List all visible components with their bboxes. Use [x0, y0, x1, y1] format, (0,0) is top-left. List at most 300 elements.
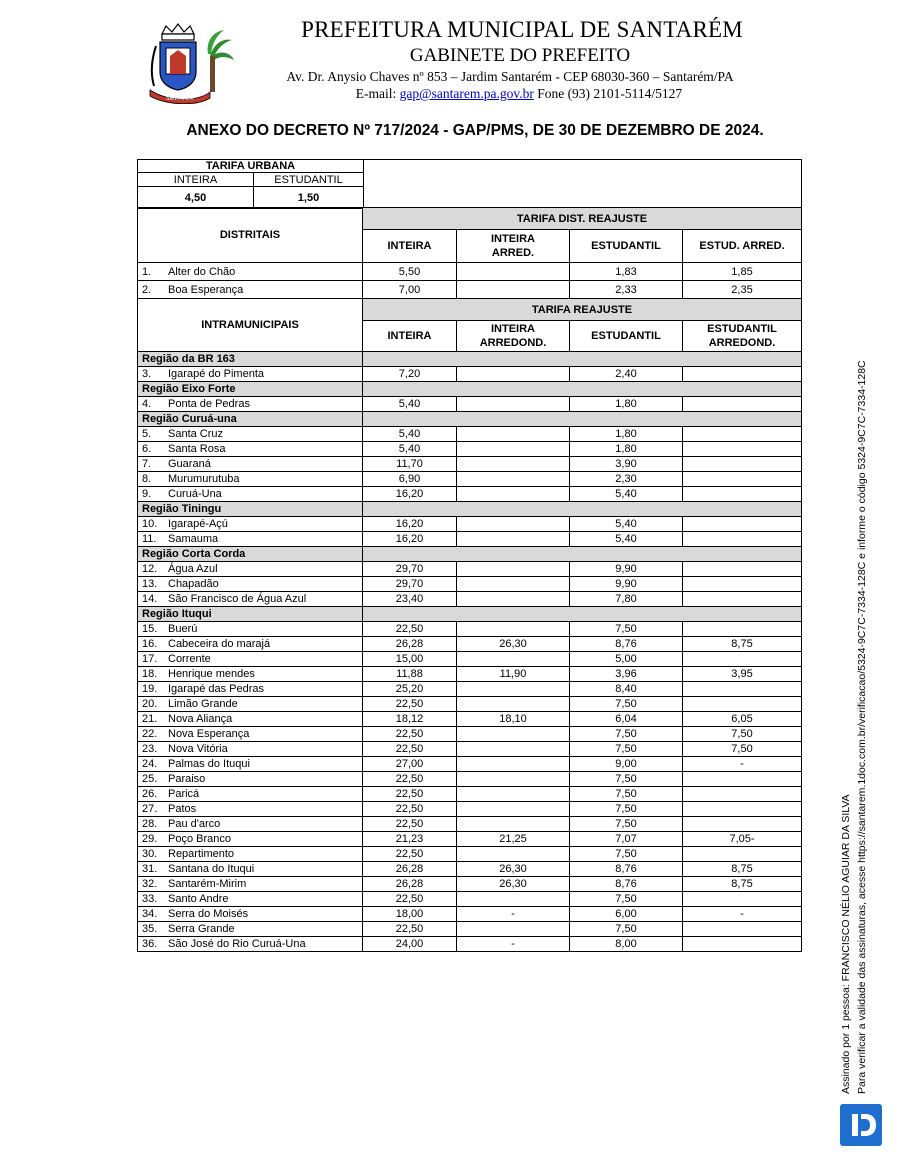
table-row: [138, 832, 802, 847]
fare-estud-arred: [683, 682, 802, 697]
region-row-fill: [363, 607, 802, 622]
fare-inteira-arred: -: [457, 937, 570, 952]
locality-name: Nova Aliança: [168, 713, 233, 725]
fare-inteira-arred: [457, 802, 570, 817]
urban-fare-table: [137, 159, 802, 209]
fare-inteira: 11,70: [363, 457, 457, 472]
region-row: [138, 352, 802, 367]
region-name: Região Curuá-una: [138, 412, 363, 427]
table-row: [138, 592, 802, 607]
fare-inteira: 6,90: [363, 472, 457, 487]
fare-estudantil: 7,50: [570, 697, 683, 712]
locality-cell: [138, 787, 363, 802]
locality-cell: [138, 397, 363, 412]
fare-estudantil: 5,40: [570, 487, 683, 502]
region-row-fill: [363, 547, 802, 562]
fare-inteira-arred: [457, 532, 570, 547]
table-row: [138, 367, 802, 382]
row-number: 29.: [142, 833, 158, 845]
locality-cell: [138, 562, 363, 577]
locality-cell: [138, 682, 363, 697]
row-number: 36.: [142, 938, 158, 950]
fare-estudantil: 7,50: [570, 802, 683, 817]
table-row: [138, 532, 802, 547]
table-row: [138, 937, 802, 952]
fare-estudantil: 2,40: [570, 367, 683, 382]
locality-name: Nova Vitória: [168, 743, 228, 755]
fare-inteira: 27,00: [363, 757, 457, 772]
urban-val-estudantil: 1,50: [254, 187, 364, 209]
fare-inteira-arred: [457, 397, 570, 412]
locality-cell: [138, 667, 363, 682]
urban-fare-blank: [364, 160, 802, 209]
row-number: 19.: [142, 683, 158, 695]
fare-estud-arred: [683, 787, 802, 802]
fare-estud-arred: [683, 817, 802, 832]
fare-inteira-arred: [457, 472, 570, 487]
row-number: 28.: [142, 818, 158, 830]
fare-inteira-arred: 18,10: [457, 712, 570, 727]
fare-inteira-arred: [457, 652, 570, 667]
fare-inteira-arred: [457, 892, 570, 907]
region-row: [138, 412, 802, 427]
email-label: E-mail:: [355, 86, 400, 101]
municipal-crest-logo: [148, 20, 234, 104]
fare-estud-arred: [683, 922, 802, 937]
fare-estudantil: 7,07: [570, 832, 683, 847]
fare-estud-arred: 1,85: [683, 263, 802, 281]
fare-inteira: 22,50: [363, 892, 457, 907]
table-row: [138, 652, 802, 667]
region-row: [138, 547, 802, 562]
fare-inteira-arred: -: [457, 907, 570, 922]
fare-estudantil: 2,33: [570, 281, 683, 299]
locality-cell: [138, 442, 363, 457]
fare-estud-arred: [683, 517, 802, 532]
fare-inteira: 22,50: [363, 817, 457, 832]
locality-name: Guaraná: [168, 458, 211, 470]
row-number: 6.: [142, 443, 152, 455]
distritais-group-header: TARIFA DIST. REAJUSTE: [363, 208, 802, 230]
fare-estudantil: 8,40: [570, 682, 683, 697]
fare-inteira: 18,12: [363, 712, 457, 727]
distritais-label: DISTRITAIS: [138, 208, 363, 263]
intra-h-inteira: INTEIRA: [363, 321, 457, 352]
row-number: 2.: [142, 283, 152, 296]
fare-inteira: 5,40: [363, 397, 457, 412]
table-row: [138, 727, 802, 742]
1doc-logo-icon: [840, 1104, 882, 1146]
region-row: [138, 382, 802, 397]
table-row: [138, 787, 802, 802]
fare-inteira: 22,50: [363, 787, 457, 802]
row-number: 27.: [142, 803, 158, 815]
table-row: [138, 517, 802, 532]
row-number: 3.: [142, 368, 152, 380]
row-number: 32.: [142, 878, 158, 890]
locality-name: Santo Andre: [168, 893, 229, 905]
urban-fare-title: TARIFA URBANA: [138, 160, 364, 173]
intra-label: INTRAMUNICIPAIS: [138, 299, 363, 352]
fare-estud-arred: [683, 562, 802, 577]
fare-inteira-arred: 26,30: [457, 862, 570, 877]
locality-cell: [138, 802, 363, 817]
region-name: Região Ituqui: [138, 607, 363, 622]
locality-cell: [138, 457, 363, 472]
intra-group-header: TARIFA REAJUSTE: [363, 299, 802, 321]
table-row: [138, 622, 802, 637]
fare-inteira: 16,20: [363, 487, 457, 502]
table-row: [138, 472, 802, 487]
fare-estudantil: 3,90: [570, 457, 683, 472]
locality-name: Limão Grande: [168, 698, 238, 710]
crest-banner-text: SANTARÉM: [166, 96, 194, 102]
locality-name: Repartimento: [168, 848, 235, 860]
locality-cell: [138, 637, 363, 652]
intra-h-estud-arred: ESTUDANTIL ARREDOND.: [683, 321, 802, 352]
urban-col-estudantil: ESTUDANTIL: [254, 173, 364, 187]
fare-inteira-arred: 26,30: [457, 877, 570, 892]
fare-estud-arred: 8,75: [683, 862, 802, 877]
fare-inteira-arred: [457, 367, 570, 382]
table-row: [138, 442, 802, 457]
urban-col-inteira: INTEIRA: [138, 173, 254, 187]
fare-inteira: 22,50: [363, 622, 457, 637]
fare-inteira: 22,50: [363, 742, 457, 757]
phone: Fone (93) 2101-5114/5127: [533, 86, 683, 101]
row-number: 30.: [142, 848, 158, 860]
fare-estud-arred: [683, 487, 802, 502]
fare-inteira: 22,50: [363, 727, 457, 742]
fare-inteira: 5,50: [363, 263, 457, 281]
fare-estudantil: 9,00: [570, 757, 683, 772]
locality-name: Henrique mendes: [168, 668, 255, 680]
fare-inteira: 23,40: [363, 592, 457, 607]
distritais-h-estud-arred: ESTUD. ARRED.: [683, 230, 802, 263]
fare-estudantil: 7,50: [570, 742, 683, 757]
fare-estud-arred: [683, 397, 802, 412]
locality-cell: [138, 263, 363, 281]
locality-name: Corrente: [168, 653, 211, 665]
fare-inteira: 26,28: [363, 637, 457, 652]
fare-inteira: 22,50: [363, 847, 457, 862]
fare-estudantil: 8,00: [570, 937, 683, 952]
distritais-h-inteira-arred: INTEIRA ARRED.: [457, 230, 570, 263]
table-row: [138, 757, 802, 772]
office-name: GABINETE DO PREFEITO: [409, 45, 631, 66]
fare-inteira: 5,40: [363, 442, 457, 457]
row-number: 21.: [142, 713, 158, 725]
fare-estudantil: 5,40: [570, 517, 683, 532]
fare-estudantil: 6,04: [570, 712, 683, 727]
fare-inteira-arred: [457, 517, 570, 532]
table-row: [138, 427, 802, 442]
fare-inteira-arred: [457, 442, 570, 457]
fare-estud-arred: [683, 622, 802, 637]
region-name: Região Eixo Forte: [138, 382, 363, 397]
locality-cell: [138, 577, 363, 592]
fare-inteira-arred: [457, 622, 570, 637]
region-name: Região da BR 163: [138, 352, 363, 367]
row-number: 26.: [142, 788, 158, 800]
locality-name: Igarapé do Pimenta: [168, 368, 265, 380]
region-name: Região Tiningu: [138, 502, 363, 517]
fare-estudantil: 9,90: [570, 577, 683, 592]
fare-estudantil: 7,50: [570, 772, 683, 787]
fare-estudantil: 7,80: [570, 592, 683, 607]
locality-cell: [138, 592, 363, 607]
locality-cell: [138, 892, 363, 907]
fare-inteira: 21,23: [363, 832, 457, 847]
fare-estudantil: 3,96: [570, 667, 683, 682]
region-row: [138, 502, 802, 517]
fare-estudantil: 1,80: [570, 427, 683, 442]
locality-cell: [138, 697, 363, 712]
fare-estud-arred: [683, 442, 802, 457]
table-row: [138, 682, 802, 697]
row-number: 1.: [142, 265, 152, 278]
region-row-fill: [363, 502, 802, 517]
row-number: 33.: [142, 893, 158, 905]
fare-inteira-arred: [457, 742, 570, 757]
fare-inteira: 11,88: [363, 667, 457, 682]
fare-inteira-arred: [457, 427, 570, 442]
table-row: [138, 907, 802, 922]
locality-cell: [138, 817, 363, 832]
distritais-h-inteira: INTEIRA: [363, 230, 457, 263]
locality-cell: [138, 862, 363, 877]
fare-estudantil: 7,50: [570, 922, 683, 937]
fare-inteira: 7,20: [363, 367, 457, 382]
row-number: 23.: [142, 743, 158, 755]
row-number: 34.: [142, 908, 158, 920]
contact-line: [268, 85, 770, 102]
intra-h-inteira-arred: INTEIRA ARREDOND.: [457, 321, 570, 352]
row-number: 10.: [142, 518, 158, 530]
fare-estud-arred: [683, 472, 802, 487]
fare-estudantil: 1,80: [570, 442, 683, 457]
fare-estud-arred: 7,50: [683, 727, 802, 742]
fare-estud-arred: [683, 892, 802, 907]
fare-inteira: 18,00: [363, 907, 457, 922]
fare-inteira-arred: [457, 922, 570, 937]
locality-cell: [138, 847, 363, 862]
fare-estud-arred: [683, 577, 802, 592]
fare-inteira-arred: 21,25: [457, 832, 570, 847]
table-row: [138, 862, 802, 877]
locality-cell: [138, 367, 363, 382]
fare-inteira-arred: [457, 577, 570, 592]
region-row-fill: [363, 352, 802, 367]
locality-cell: [138, 922, 363, 937]
locality-cell: [138, 487, 363, 502]
fare-estud-arred: [683, 532, 802, 547]
fare-inteira-arred: [457, 457, 570, 472]
locality-name: Santa Rosa: [168, 443, 226, 455]
locality-name: Poço Branco: [168, 833, 231, 845]
signature-stamp: [838, 360, 868, 1094]
fare-estud-arred: [683, 652, 802, 667]
locality-cell: [138, 772, 363, 787]
fare-inteira: 22,50: [363, 697, 457, 712]
fare-estud-arred: -: [683, 907, 802, 922]
locality-name: Buerú: [168, 623, 198, 635]
locality-name: Murumurutuba: [168, 473, 240, 485]
locality-name: Paraiso: [168, 773, 206, 785]
row-number: 17.: [142, 653, 158, 665]
table-row: [138, 397, 802, 412]
fare-inteira: 5,40: [363, 427, 457, 442]
row-number: 5.: [142, 428, 152, 440]
table-row: [138, 922, 802, 937]
table-row: [138, 263, 802, 281]
locality-cell: [138, 877, 363, 892]
fare-estud-arred: 3,95: [683, 667, 802, 682]
fare-estudantil: 5,40: [570, 532, 683, 547]
region-row-fill: [363, 412, 802, 427]
row-number: 12.: [142, 563, 158, 575]
table-row: [138, 802, 802, 817]
locality-name: São Francisco de Água Azul: [168, 593, 307, 605]
fare-estud-arred: -: [683, 757, 802, 772]
table-row: [138, 742, 802, 757]
locality-cell: [138, 532, 363, 547]
fare-inteira-arred: [457, 592, 570, 607]
fare-estud-arred: [683, 802, 802, 817]
fare-estud-arred: [683, 457, 802, 472]
fare-estud-arred: 6,05: [683, 712, 802, 727]
locality-name: Igarapé-Açú: [168, 518, 228, 530]
region-row: [138, 607, 802, 622]
table-row: [138, 487, 802, 502]
locality-name: Santarém-Mirim: [168, 878, 247, 890]
fare-estudantil: 8,76: [570, 862, 683, 877]
fare-estudantil: 2,30: [570, 472, 683, 487]
locality-cell: [138, 517, 363, 532]
fare-inteira-arred: [457, 263, 570, 281]
fare-inteira: 25,20: [363, 682, 457, 697]
row-number: 7.: [142, 458, 152, 470]
fare-estudantil: 6,00: [570, 907, 683, 922]
fare-estud-arred: [683, 697, 802, 712]
fare-inteira-arred: [457, 487, 570, 502]
locality-cell: [138, 907, 363, 922]
letterhead: [250, 16, 770, 102]
fare-inteira-arred: [457, 757, 570, 772]
fare-inteira: 24,00: [363, 937, 457, 952]
signature-signer: Assinado por 1 pessoa: FRANCISCO NÉLIO AGUIAR DA SILVA: [840, 794, 852, 1094]
locality-name: Alter do Chão: [168, 265, 236, 278]
address: Av. Dr. Anysio Chaves nº 853 – Jardim Santarém - CEP 68030-360 – Santarém/PA: [286, 69, 734, 84]
fare-inteira-arred: [457, 847, 570, 862]
locality-name: Santana do Ituqui: [168, 863, 255, 875]
table-row: [138, 712, 802, 727]
fare-inteira-arred: [457, 281, 570, 299]
locality-name: Curuá-Una: [168, 488, 222, 500]
locality-cell: [138, 712, 363, 727]
fare-inteira-arred: [457, 562, 570, 577]
fare-estud-arred: [683, 937, 802, 952]
row-number: 16.: [142, 638, 158, 650]
fare-inteira-arred: [457, 727, 570, 742]
signature-verification-link[interactable]: Para verificar a validade das assinaturas, acesse https://santarem.1doc.com.br/verificacao/5324-9C7C-7334-128C e informe o código 5324-9C7C-7334-128C: [856, 360, 868, 1094]
row-number: 18.: [142, 668, 158, 680]
fare-estud-arred: [683, 427, 802, 442]
fare-inteira-arred: [457, 817, 570, 832]
locality-cell: [138, 937, 363, 952]
email-link[interactable]: gap@santarem.pa.gov.br: [399, 86, 534, 101]
table-row: [138, 697, 802, 712]
locality-name: Chapadão: [168, 578, 219, 590]
row-number: 14.: [142, 593, 158, 605]
locality-name: Pau d'arco: [168, 818, 221, 830]
fare-inteira: 26,28: [363, 877, 457, 892]
row-number: 11.: [142, 533, 157, 545]
document-title: ANEXO DO DECRETO Nº 717/2024 - GAP/PMS, DE 30 DE DEZEMBRO DE 2024.: [186, 122, 764, 139]
fare-inteira: 22,50: [363, 772, 457, 787]
fare-estud-arred: 7,05-: [683, 832, 802, 847]
locality-cell: [138, 757, 363, 772]
fare-estudantil: 1,80: [570, 397, 683, 412]
row-number: 24.: [142, 758, 158, 770]
fare-estudantil: 1,83: [570, 263, 683, 281]
municipality-name: PREFEITURA MUNICIPAL DE SANTARÉM: [301, 17, 743, 42]
locality-name: Samauma: [168, 533, 219, 545]
fare-inteira: 16,20: [363, 517, 457, 532]
fare-inteira: 29,70: [363, 577, 457, 592]
fare-estudantil: 8,76: [570, 637, 683, 652]
fare-inteira: 22,50: [363, 802, 457, 817]
locality-name: Igarapé das Pedras: [168, 683, 265, 695]
fare-estud-arred: 8,75: [683, 637, 802, 652]
locality-name: Nova Esperança: [168, 728, 250, 740]
table-row: [138, 772, 802, 787]
row-number: 31.: [142, 863, 158, 875]
fare-inteira-arred: 26,30: [457, 637, 570, 652]
fare-estudantil: 7,50: [570, 817, 683, 832]
fare-estud-arred: [683, 367, 802, 382]
locality-cell: [138, 742, 363, 757]
table-row: [138, 637, 802, 652]
fare-inteira: 16,20: [363, 532, 457, 547]
urban-val-inteira: 4,50: [138, 187, 254, 209]
table-row: [138, 877, 802, 892]
locality-cell: [138, 832, 363, 847]
fare-inteira: 22,50: [363, 922, 457, 937]
locality-cell: [138, 427, 363, 442]
fare-estudantil: 7,50: [570, 892, 683, 907]
fare-estudantil: 7,50: [570, 622, 683, 637]
fare-estud-arred: [683, 772, 802, 787]
row-number: 20.: [142, 698, 158, 710]
fare-table: [137, 207, 802, 952]
fare-inteira: 26,28: [363, 862, 457, 877]
fare-estud-arred: 2,35: [683, 281, 802, 299]
fare-inteira: 15,00: [363, 652, 457, 667]
locality-name: Cabeceira do marajá: [168, 638, 271, 650]
intramunicipais-rows: [138, 352, 802, 952]
fare-estudantil: 7,50: [570, 787, 683, 802]
row-number: 8.: [142, 473, 152, 485]
fare-estudantil: 7,50: [570, 727, 683, 742]
locality-name: Palmas do Ituqui: [168, 758, 250, 770]
table-row: [138, 892, 802, 907]
distritais-h-estudantil: ESTUDANTIL: [570, 230, 683, 263]
fare-inteira-arred: [457, 697, 570, 712]
locality-cell: [138, 727, 363, 742]
locality-name: Ponta de Pedras: [168, 398, 250, 410]
distritais-rows: [138, 263, 802, 299]
